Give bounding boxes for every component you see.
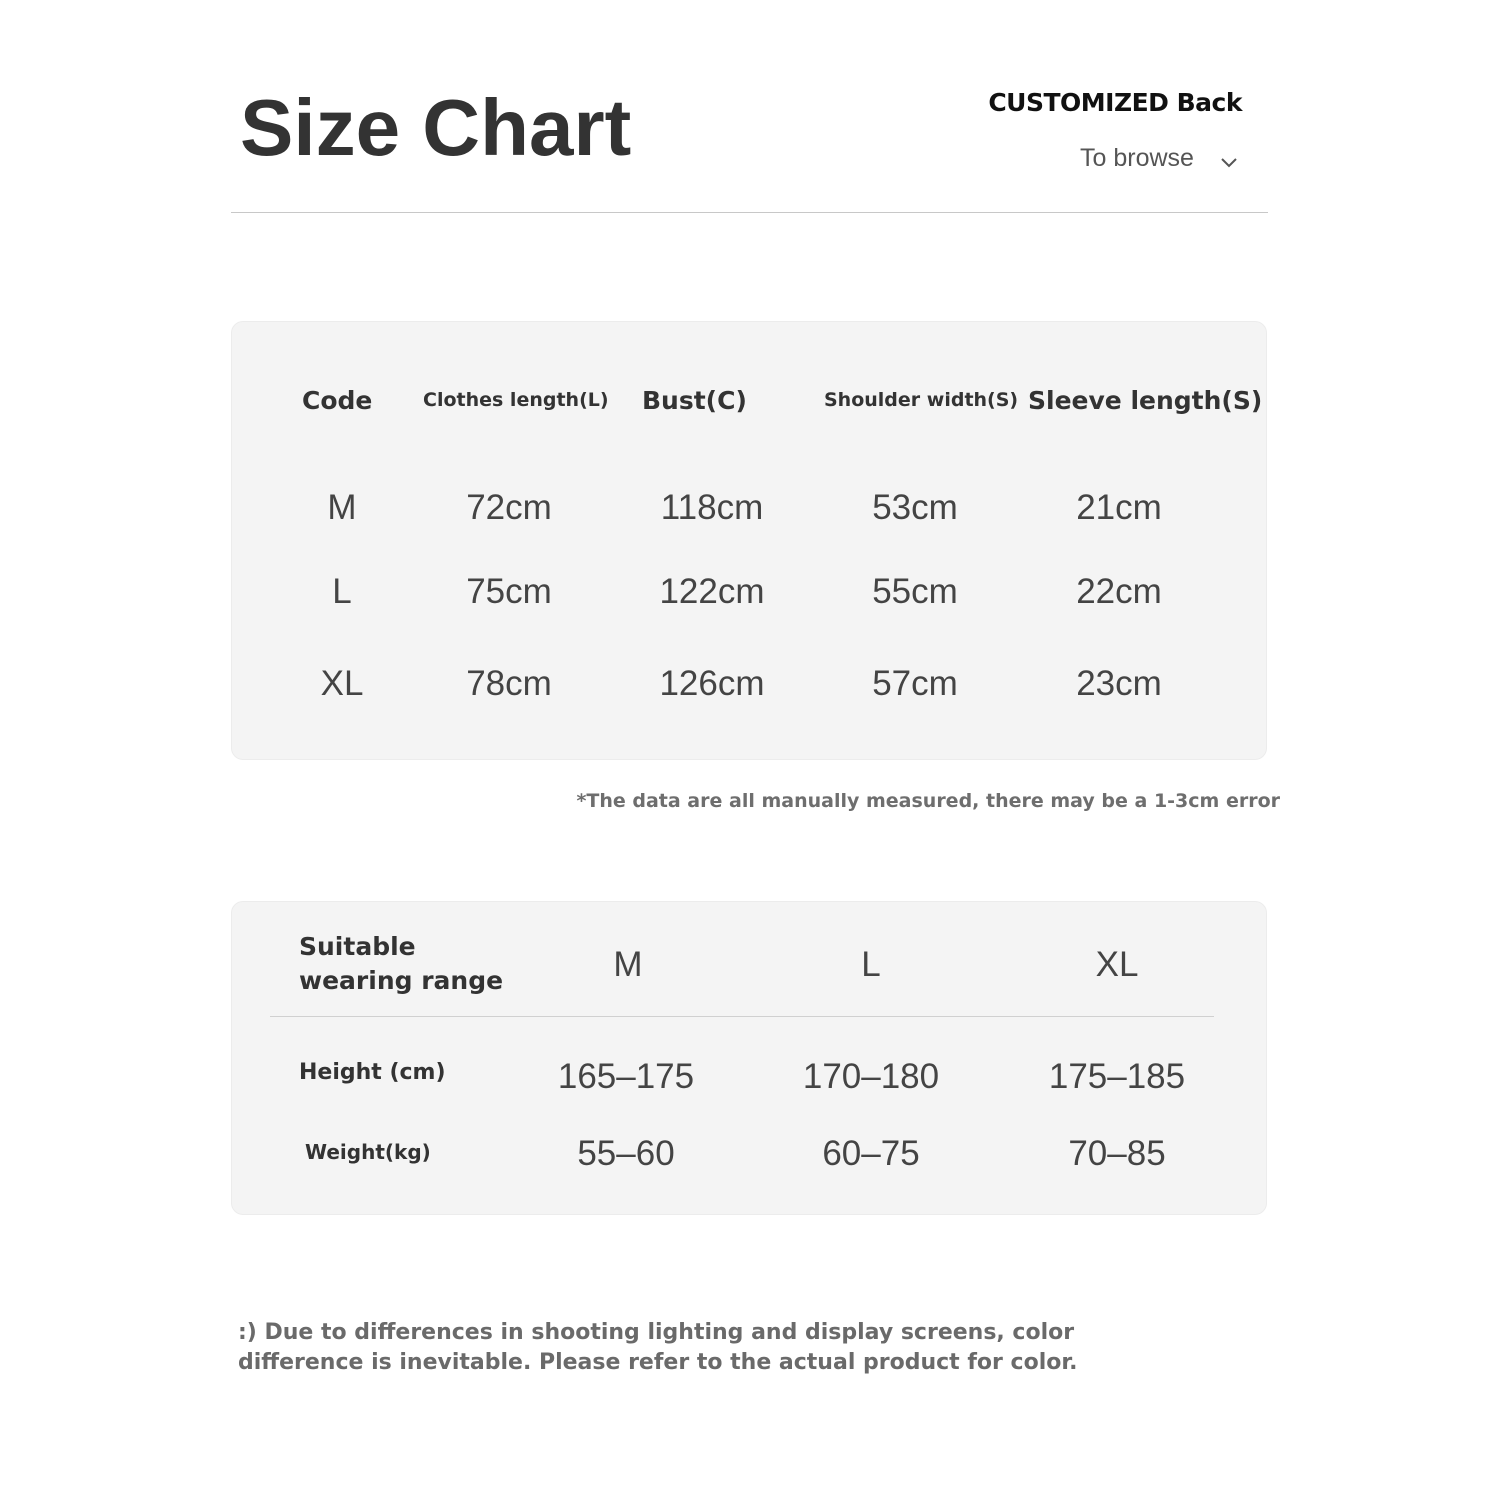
height-range-cell: 170–180 bbox=[802, 1057, 940, 1096]
shoulder-width-cell: 57cm bbox=[872, 664, 958, 703]
weight-range-cell: 55–60 bbox=[577, 1134, 675, 1173]
fit-table-title bbox=[299, 930, 503, 998]
color-disclaimer-line2: difference is inevitable. Please refer to the actual product for color. bbox=[238, 1350, 1078, 1375]
browse-label: To browse bbox=[1080, 144, 1194, 172]
size-code-cell: L bbox=[332, 572, 352, 611]
brand-name: CUSTOMIZED Back bbox=[988, 88, 1242, 117]
fit-table-title-line2: wearing range bbox=[299, 966, 504, 995]
page-title: Size Chart bbox=[240, 83, 632, 172]
sleeve-length-cell: 22cm bbox=[1076, 572, 1162, 611]
column-header-code: Code bbox=[302, 385, 373, 415]
bust-cell: 126cm bbox=[659, 664, 765, 703]
size-code-cell: M bbox=[327, 488, 357, 527]
color-disclaimer bbox=[238, 1318, 1138, 1378]
column-header-bust: Bust(C) bbox=[642, 385, 747, 415]
weight-row-label: Weight(kg) bbox=[305, 1140, 431, 1164]
bust-cell: 118cm bbox=[660, 488, 764, 527]
color-disclaimer-line1: :) Due to differences in shooting lighting and display screens, color bbox=[238, 1320, 1075, 1345]
sleeve-length-cell: 21cm bbox=[1076, 488, 1162, 527]
fit-table-divider bbox=[270, 1016, 1214, 1017]
fit-table-title-line1: Suitable bbox=[299, 932, 416, 961]
height-range-cell: 175–185 bbox=[1048, 1057, 1186, 1096]
shoulder-width-cell: 55cm bbox=[872, 572, 958, 611]
weight-range-cell: 60–75 bbox=[822, 1134, 920, 1173]
shoulder-width-cell: 53cm bbox=[872, 488, 958, 527]
clothes-length-cell: 78cm bbox=[466, 664, 552, 703]
chevron-down-icon bbox=[1220, 150, 1238, 168]
fit-size-header-m: M bbox=[613, 945, 643, 984]
clothes-length-cell: 75cm bbox=[466, 572, 552, 611]
fit-size-header-l: L bbox=[861, 945, 881, 984]
column-header-sleeve-length: Sleeve length(S) bbox=[1028, 385, 1263, 415]
header-divider bbox=[231, 212, 1268, 213]
measurement-note: *The data are all manually measured, there may be a 1-3cm error bbox=[576, 790, 1280, 812]
bust-cell: 122cm bbox=[659, 572, 765, 611]
column-header-clothes-length: Clothes length(L) bbox=[423, 389, 609, 411]
column-header-shoulder-width: Shoulder width(S) bbox=[824, 389, 1019, 411]
sleeve-length-cell: 23cm bbox=[1076, 664, 1162, 703]
height-row-label: Height (cm) bbox=[299, 1060, 446, 1085]
fit-size-header-xl: XL bbox=[1095, 945, 1139, 984]
browse-button[interactable] bbox=[1080, 144, 1238, 173]
height-range-cell: 165–175 bbox=[557, 1057, 695, 1096]
weight-range-cell: 70–85 bbox=[1068, 1134, 1166, 1173]
size-code-cell: XL bbox=[320, 664, 364, 703]
clothes-length-cell: 72cm bbox=[466, 488, 552, 527]
